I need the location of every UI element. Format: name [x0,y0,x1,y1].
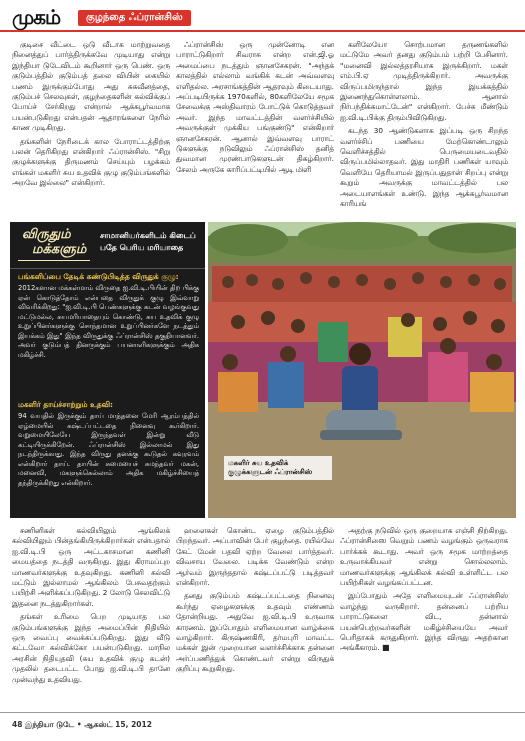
page-footer [0,712,525,741]
paragraph [340,591,508,653]
paragraph: களிலேயோ சொற்பமான தருணங்களில் மட்டுமே அவர் தனது குடும்பம் பற்றி பேசினார். "மனைவி இல்லத்தரசியாக இருக்கிறார். மகள் எம்.பி.ஏ முடித்திருக்கிறார். அவருக்கு விருப்பமிருந்தால் இந்த இயக்கத்தில் இணைந்துகொள்ளலாம். ஆனால் நிர்பந்திக்கமாட்டேன்" என்கிறார். பேச்சு மீண்டும் ஐ.வி.டி.பிக்கு திரும்பிவிடுகிறது. [340,40,508,122]
bottom-column-3 [340,526,508,706]
bottom-column-2 [176,526,334,706]
box-headline: சாமானியர்களிடம் கிடைப் பதே பெரிய மரியாதை [100,231,196,252]
paragraph: கடந்த 30 ஆண்டுகளாக இப்படி ஒரு சிறந்த வளர்ச்சிப் பணியை மேற்கொண்டாலும் வெளிச்சத்தில் பெருமையடைவதில் விருப்பமில்லாதவர். இது மாதிரி பணிகள் யாவும் வெளியே தெரியாமல் இருப்பதுதான் சிறப்பு என்று கூறும் அவருக்கு மாவட்டத்தில் பல அடையாளங்கள் உண்டு. இந்த ஆக்கபூர்வமான காரியங் [340,126,508,209]
photo-caption: மகளிர் சுய உதவிக் குழுக்களுடன் ஃப்ரான்சிஸ் [228,459,313,476]
paragraph: தங்களின் நேரிடைக் கால போராட்டத்திற்கு பலன் தெரிகிறது என்கிறார் ஃப்ரான்சிஸ். "சிறு குழுக்களுக்கு திருமணம் செய்யும் பழக்கம் எங்கள் மகளிர் சுய உதவிக் குழு குடும்பங்களில் அறவே இல்லை" என்கிறார். [12,136,170,188]
box-logo-line1: விருதும் [22,227,71,242]
section-title: முகம் [12,5,61,29]
box-logo-divider [18,260,90,261]
paragraph: குடிசை வீட்டை ஒடு வீடாக மாற்றுவதை நினைத்துப் பார்த்திருக்கவே முடியாது என்று இந்தியா டுடேவிடம் கூறினார் ஒரு பெண். ஒரு குடும்பத்தில் குடும்பத் தலை வியின் கையில் பணம் இருக்கும்போது அது சுகவீனத்தை, குடும்பச் செலவுகள், குழந்தைகளின் கல்விக்குப் போய்ச் சேர்கிறது என்றால் ஆக்கபூர்வமாக பயன்படுகிறது என்பதன் ஆதாரங்களை நேரில் காண முடிகிறது. [12,40,170,133]
section-subject-tag: குழந்தை ஃப்ரான்சிஸ் [78,10,191,26]
top-column-3 [340,40,508,218]
box-section-1-heading: பங்களிப்பை தேடிக் கண்டுபிடித்த விருதுக் குழு: [18,272,179,281]
page-header [0,0,525,36]
top-column-2 [176,40,334,218]
award-sidebar-box [10,222,205,518]
box-separator [10,268,205,269]
paragraph: ஹளைகள் கொண்ட ஏழை குடும்பத்தில் பிறந்தவர். அப்பாவின் பேர் குழந்தை. ரயில்வே கேட் மேன் பதவி ஏற்ற வேலை பார்த்தவர். விவசாய வேலை. படிக்க வேண்டும் என்ற ஆர்வம் இருந்ததால் கஷ்டப்பட்டு படித்தவர் என்கிறார். [176,526,334,588]
closing-paragraph-text: இப்போதும் அதே எளிமையுடன் ஃப்ரான்சிஸ் வாழ்ந்து வருகிறார். தன்னைப் பற்றிய பாராட்டுகளை விட, தன்னால் பயன்பெற்றவர்களின் மகிழ்ச்சியையே அவர் பெரிதாகக் கருதுகிறார். இந்த விருது அதற்கான அங்கீகாரம். [340,591,508,653]
photo-caption-box [224,456,332,480]
box-logo-line2: மக்களும் [32,242,87,257]
box-section-1-text: 2012களான மக்கள்மாம் விருதை ஐ.வி.டி.பியின் திற பிக்கு ஏன் கொடுத்தோம் என்பதை விருதுக் குழு இவ்வாறு விவரிக்கிறது: "ஐ.வி.டி.பி பெண்களுக்கு கடன் வழங்குவது மட்டுமல்ல, சுயமரியாதையும் கொண்டு, சுய உதவிக் குழு உறுப்பினர்களுக்கு சொந்தமான உறுப்பினர்களே நடத்தும் இயக்கம் இது" இந்த விருதுக்கு ஃப்ரான்சிஸ் தகுதியானவர். அவர் குடும்பத் தினருக்கும் பயனாளிகளுக்கும் அதிக மகிழ்ச்சி. [18,284,199,359]
footer-divider [0,712,525,713]
paragraph: சணினிகள் கல்வியிலும் ஆங்கிலக் கல்வியிலும் பின்தங்கியிருக்கிறார்கள் என்பதால் ஐ.வி.டி.பி ஒரு அட்டகாசமான கணினி மையத்தை நடத்தி வருகிறது. இது கிராமப்புற மாணவர்களுக்கு உதவுகிறது. கணினி கல்வி மட்டும் இல்லாமல் ஆங்கிலம் பேசுவதற்கும் பயிற்சி அளிக்கப்படுகிறது. 2 லோடு செலவிட்டு இதனை நடத்துகிறார்கள். [12,526,170,608]
paragraph: ஃப்ரான்சிஸ் ஒரு முன்னோடி என பாராட்டுகிறார் சிவராசு என்ற என்.ஜி.ஓ அமைப்பை நடத்தும் ஞானசேகரன். "அந்தக் காலத்தில் எல்லாம் வங்கிக் கடன் அவ்வளவு எளிதல்ல. அரசாங்கத்தின் ஆதரவும் கிடையாது. அப்படியிருக்க 1970களில், 80களிலேயே சமூக சேவைக்கு அஸ்திவாரம் போட்டுக் கொடுத்தவர் அவர். இந்த மாவட்டத்தின் வளர்ச்சியில் அவருக்குள் முக்கிய பங்குண்டு" என்கிறார் ஞானசேகரன். ஆனால் இவ்வளவு பாராட் டுகளுக்கு நடுவிலும் ஃப்ரான்சிஸ் தனித் துவமான முரண்பாடுகளுடன் திகழ்கிறார். சேலம் அருகே காரிப்பட்டியில் ஆடி மிளி [176,40,334,174]
paragraph: தங்கள் உரிமை பெற முடியாத பல குடும்பங்களுக்கு இந்த அமைப்பின் நிதியில் ஒரு வைப்பு வைக்கப்படுகிறது. இது வீடு கட்டவோ கல்விக்கோ பயன்படுகிறது. மாநில அரசின் நிதியுதவி (சுய உதவிக் குழு கடன்) முதலில் தடைபட்ட போது ஐ.வி.டி.பி தானே முன்வந்து உதவியது. [12,612,170,684]
group-photo [208,222,516,518]
bottom-column-1 [12,526,170,706]
top-column-1 [12,40,170,218]
paragraph: அதற்கு நடுவில் ஒரு குறையாக எஞ்சி நிற்கிறது. ஃப்ரான்சிஸை வெறும் பணம் வழங்கும் ஒருவராக பார்க்கக் கூடாது. அவர் ஒரு சமூக மாற்றத்தை உருவாக்கியவர் என்று சொல்லலாம். மாணவர்களுக்கு ஆங்கிலக் கல்வி உள்ளிட்ட பல பயிற்சிகள் வழங்கப்பட்டன. [340,526,508,588]
header-divider [0,30,525,32]
footer-folio: 48 இந்தியா டுடே • ஆகஸ்ட் 15, 2012 [12,720,152,729]
box-section-2-text: 94 வயதில் இருக்கும் தாய் மாத்தனை மேரி ஆரம்பத்தில் ஏழ்மையில் கஷ்டப்பட்டதை நினைவு கூர்கிறார். வறுமையிலேயே இருந்தவள் இன்று வீடு கட்டியிருக்கிறேன். ஃப்ரான்சிஸ் இல்லாமல் இது நடந்திருக்காது. இந்த விருது தனக்கு கூடுதல் கவுரவம் என்கிறார் தாய். தாயின் சுமையைச் சுமந்தவர் மகன், மனைவி, மகளுக்கெல்லாம் அதிக மகிழ்ச்சியைத் தந்திருக்கிறது என்கிறார். [18,412,199,487]
end-mark: ■ [381,643,390,653]
box-section-2-heading: மகளிர் தாய்ச்சாற்றும் உதவி: [18,400,113,409]
paragraph: தனது குடும்பம் கஷ்டப்பட்டதை நினைவு கூர்ந்து ஏழைகளுக்கு உதவும் எண்ணம் தோன்றியது. அதுவே ஐ.வி.டி.பி உருவாக காரணம். இப்போதும் எளிமையான வாழ்க்கை வாழ்கிறார். கிருஷ்ணகிரி, தர்மபுரி மாவட்ட மக்கள் இன் முறையான வளர்ச்சிக்காக தன்னை அர்ப்பணித்துக் கொண்டவர் என்று விருதுக் குறிப்பு கூறுகிறது. [176,591,334,674]
